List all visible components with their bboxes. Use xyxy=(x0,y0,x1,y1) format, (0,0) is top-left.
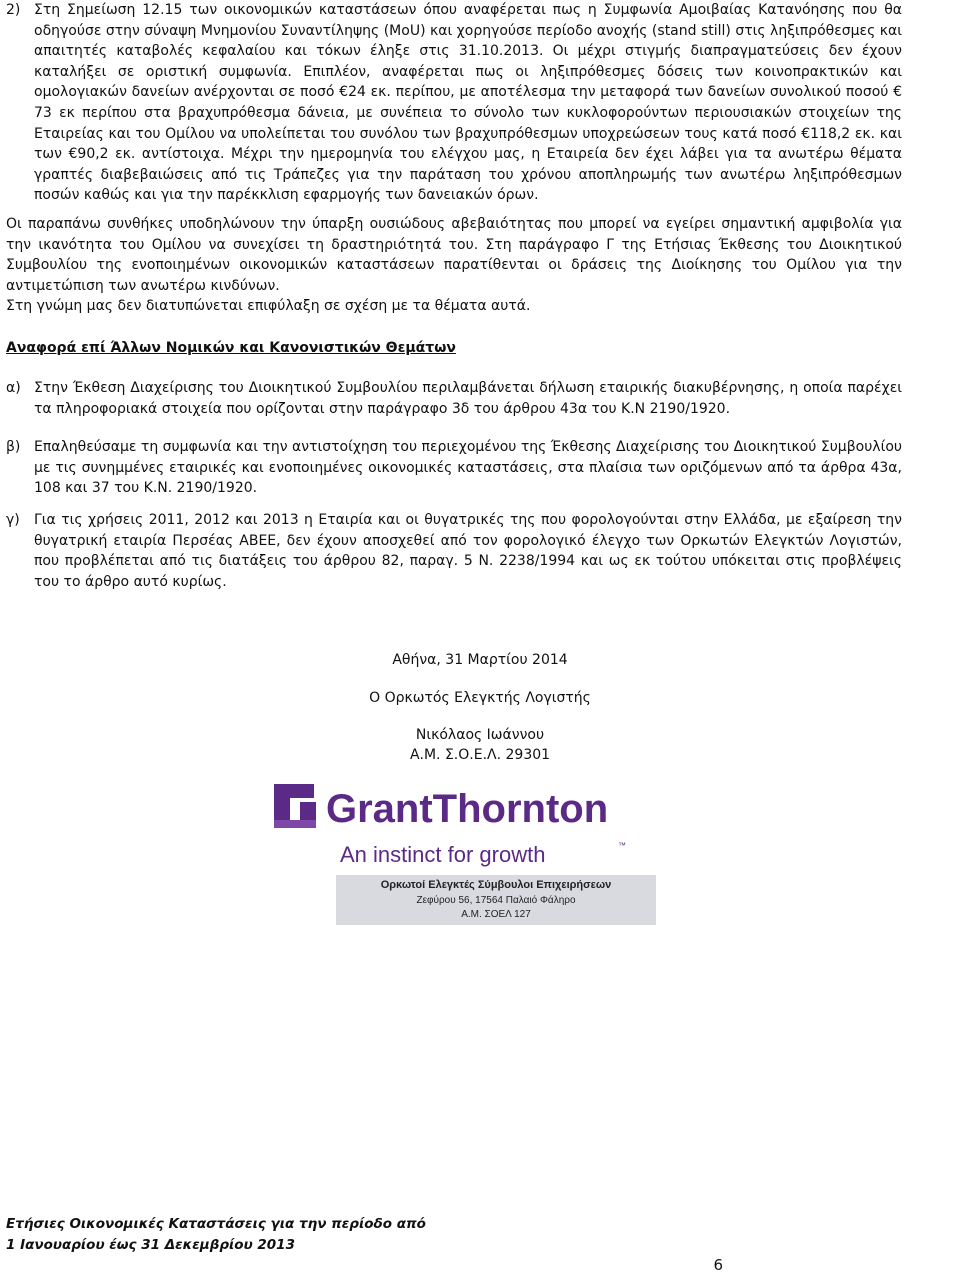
logo-trademark: ™ xyxy=(618,841,626,850)
opinion-paragraph: Στη γνώμη μας δεν διατυπώνεται επιφύλαξη σε σχέση με τα θέματα αυτά. xyxy=(6,298,531,314)
company-stamp xyxy=(336,875,656,925)
item-letter-b: β) xyxy=(6,439,21,455)
item-letter-a: α) xyxy=(6,380,21,396)
auditor-role: Ο Ορκωτός Ελεγκτής Λογιστής xyxy=(369,690,591,706)
stamp-line-3: Α.Μ. ΣΟΕΛ 127 xyxy=(461,909,531,920)
note-number: 2) xyxy=(6,2,21,18)
section-heading: Αναφορά επί Άλλων Νομικών και Κανονιστικών Θεμάτων xyxy=(6,340,456,356)
stamp-line-1: Ορκωτοί Ελεγκτές Σύμβουλοι Επιχειρήσεων xyxy=(380,879,612,891)
footer-title: Ετήσιες Οικονομικές Καταστάσεις για την περίοδο από xyxy=(6,1216,426,1232)
item-letter-c: γ) xyxy=(6,512,20,528)
item-text-b: Επαληθεύσαμε τη συμφωνία και την αντιστοίχηση του περιεχομένου της Έκθεσης Διαχείρισης του Διοικητικού Συμβουλίου με τις συνημμένες εταιρικές και ενοποιημένες οικονομικές καταστάσεις, στα πλαίσια των οριζόμενων από τα άρθρα 43α, 108 και 37 του Κ.Ν. 2190/1920. xyxy=(34,439,902,497)
note-paragraph: Στη Σημείωση 12.15 των οικονομικών καταστάσεων όπου αναφέρεται πως η Συμφωνία Αμοιβαίας Κατανόησης που θα οδηγούσε στην σύναψη Μνημονίου Συναντίληψης (MoU) και χορηγούσε περίοδο ανοχής (stand still) στις ληξιπρόθεσμες και απαιτητές καταβολές κεφαλαίου και τόκων έληξε στις 31.10.2013. Οι μέχρι στιγμής διαπραγματεύσεις δεν έχουν καταλήξει σε οριστική συμφωνία. Επιπλέον, αναφέρεται πως οι ληξιπρόθεσμες δόσεις των κοινοπρακτικών και ομολογιακών δανείων ανέρχονται σε ποσό €24 εκ. περίπου, με αποτέλεσμα την μεταφορά των δανείων συνολικού ποσού € 73 εκ περίπου στα βραχυπρόθεσμα δάνεια, με συνέπεια το σύνολο των κυκλοφορούντων περιουσιακών στοιχείων της Εταιρείας και του Ομίλου να υπολείπεται του συνόλου των βραχυπρόθεσμων υποχρεώσεων τους κατά ποσό €118,2 εκ. και των €90,2 εκ. αντίστοιχα. Μέχρι την ημερομηνία του ελέγχου μας, η Εταιρεία δεν έχει λάβει για τα ανωτέρω θέματα γραπτές διαβεβαιώσεις από τις Τράπεζες για την παράταση του χρόνου αποπληρωμής των ανωτέρω ληξιπρόθεσμων ποσών καθώς και για την παρέκκλιση εφαρμογής των δανειακών όρων. xyxy=(34,2,902,204)
page-number: 6 xyxy=(713,1256,723,1274)
footer-period: 1 Ιανουαρίου έως 31 Δεκεμβρίου 2013 xyxy=(6,1237,295,1253)
auditor-name: Νικόλαος Ιωάννου xyxy=(415,727,545,743)
logo-tagline: An instinct for growth xyxy=(340,842,546,867)
item-text-c: Για τις χρήσεις 2011, 2012 και 2013 η Εταιρία και οι θυγατρικές της που φορολογούνται στην Ελλάδα, με εξαίρεση την θυγατρική εταιρία Περσέας ΑΒΕΕ, δεν έχουν αποσχεθεί από τον φορολογικό έλεγχο των Ορκωτών Ελεγκτών Λογιστών, που προβλέπεται από τις διατάξεις του άρθρου 82, παραγ. 5 Ν. 2238/1994 και ως εκ τούτου υπόκειται στις προβλέψεις του το άρθρο αυτό κυρίως. xyxy=(34,512,902,590)
stamp-line-2: Ζεφύρου 56, 17564 Παλαιό Φάληρο xyxy=(416,895,576,906)
item-text-a: Στην Έκθεση Διαχείρισης του Διοικητικού Συμβουλίου περιλαμβάνεται δήλωση εταιρικής διακυβέρνησης, η οποία παρέχει τα πληροφοριακά στοιχεία που ορίζονται στην παράγραφο 3δ του άρθρου 43α του Κ.Ν 2190/1920. xyxy=(34,380,902,417)
logo-brand: GrantThornton xyxy=(326,787,609,831)
place-date: Αθήνα, 31 Μαρτίου 2014 xyxy=(392,652,568,668)
uncertainty-paragraph: Οι παραπάνω συνθήκες υποδηλώνουν την ύπαρξη ουσιώδους αβεβαιότητας που μπορεί να εγείρει σημαντική αμφιβολία για την ικανότητα του Ομίλου να συνεχίσει τη δραστηριότητά του. Στη παράγραφο Γ της Ετήσιας Έκθεσης του Διοικητικού Συμβουλίου της ενοποιημένων οικονομικών καταστάσεων παρατίθενται οι δράσεις της Διοίκησης του Ομίλου για την αντιμετώπιση των ανωτέρω κινδύνων. xyxy=(6,216,902,294)
auditor-registry: Α.Μ. Σ.Ο.Ε.Λ. 29301 xyxy=(409,747,551,763)
grant-thornton-mark-icon xyxy=(256,776,656,876)
